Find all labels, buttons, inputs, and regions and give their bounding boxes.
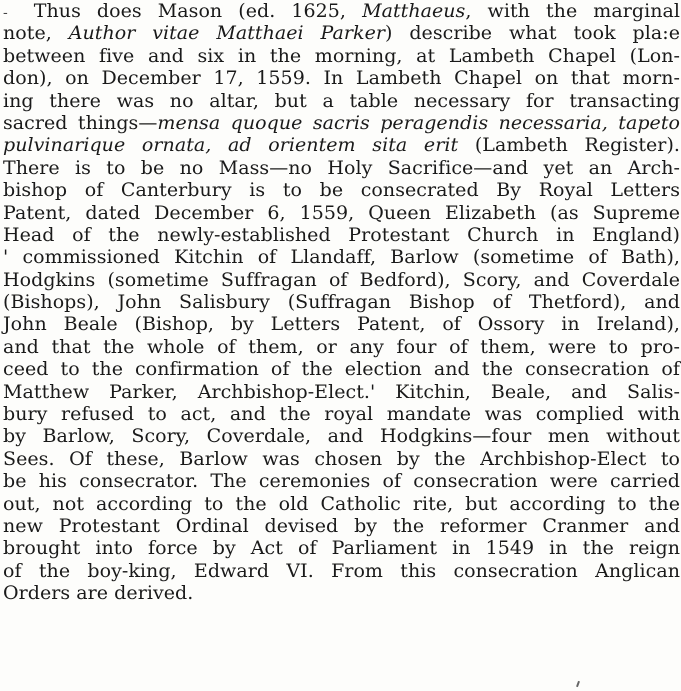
text-line: Sees. Of these, Barlow was chosen by the Archbishop-Elect to — [3, 447, 680, 470]
text-line: bury refused to act, and the royal mandate was complied with — [3, 403, 680, 426]
text-line: don), on December 17, 1559. In Lambeth Chapel on that morn- — [3, 67, 680, 90]
text-line: There is to be no Mass—no Holy Sacrifice—and yet an Arch- — [3, 156, 680, 179]
text-line: of the boy-king, Edward VI. From this consecration Anglican — [3, 559, 680, 582]
body-paragraph — [3, 0, 680, 605]
scan-speck — [576, 681, 580, 687]
text-line: ing there was no altar, but a table necessary for transacting — [3, 89, 680, 112]
text-line: pulvinarique ornata, ad orientem sita erit (Lambeth Register). — [3, 134, 680, 157]
text-line-last: Orders are derived. — [3, 582, 194, 605]
text-line: Patent, dated December 6, 1559, Queen Elizabeth (as Supreme — [3, 201, 680, 224]
text-line — [3, 0, 680, 22]
text-line: John Beale (Bishop, by Letters Patent, of Ossory in Ireland), — [3, 313, 680, 336]
text-line: ' commissioned Kitchin of Llandaff, Barlow (sometime of Bath), — [3, 246, 680, 269]
text-line: note, Author vitae Matthaei Parker) describe what took pla:e — [3, 22, 681, 45]
line-text: Thus does Mason (ed. 1625, Matthaeus, with the marginal — [33, 0, 680, 22]
text-line: brought into force by Act of Parliament in 1549 in the reign — [3, 537, 680, 560]
text-line: ceed to the confirmation of the election and the consecration of — [3, 358, 680, 381]
text-line: Hodgkins (sometime Suffragan of Bedford), Scory, and Coverdale — [3, 268, 680, 291]
text-line: sacred things—mensa quoque sacris peragendis necessaria, tapeto — [3, 111, 681, 134]
text-line: by Barlow, Scory, Coverdale, and Hodgkins—four men without — [3, 425, 680, 448]
text-line: be his consecrator. The ceremonies of consecration were carried — [3, 470, 680, 493]
text-line: between five and six in the morning, at Lambeth Chapel (Lon- — [3, 44, 680, 67]
margin-mark: - — [3, 5, 8, 21]
text-line: Matthew Parker, Archbishop-Elect.' Kitchin, Beale, and Salis- — [3, 380, 680, 403]
text-line: bishop of Canterbury is to be consecrated By Royal Letters — [3, 179, 680, 202]
text-line: Head of the newly-established Protestant Church in England) — [3, 223, 680, 246]
text-line: out, not according to the old Catholic rite, but according to the — [3, 492, 680, 515]
text-line: new Protestant Ordinal devised by the reformer Cranmer and — [3, 514, 680, 537]
text-line: and that the whole of them, or any four of them, were to pro- — [3, 335, 680, 358]
text-line: (Bishops), John Salisbury (Suffragan Bishop of Thetford), and — [3, 291, 680, 314]
